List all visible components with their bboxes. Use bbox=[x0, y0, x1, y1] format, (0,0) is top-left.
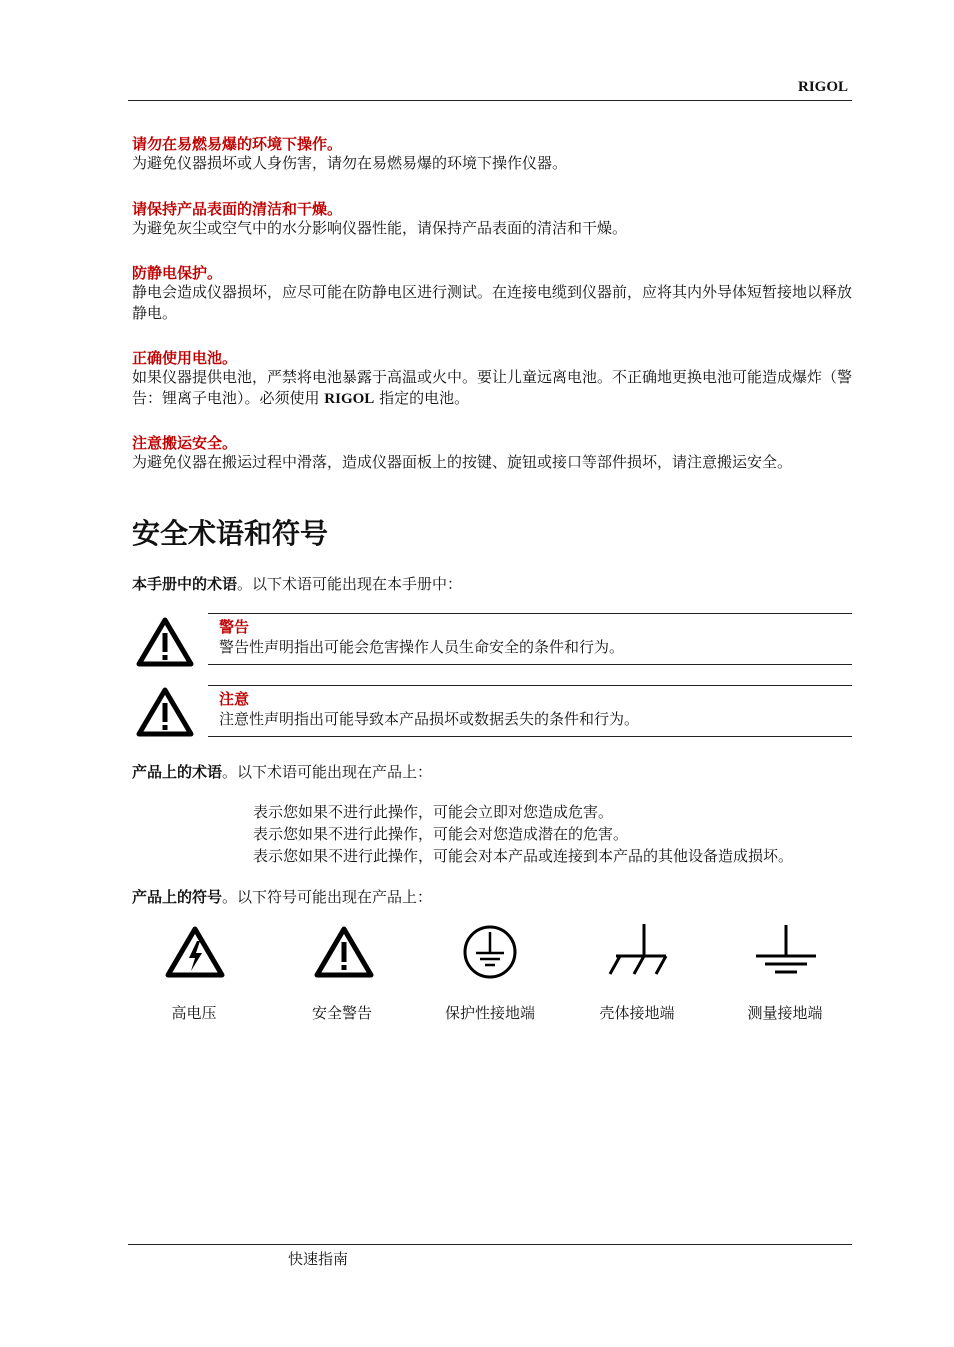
section-heading-flammable: 请勿在易燃易爆的环境下操作。 bbox=[132, 135, 343, 153]
section-heading-clean-dry: 请保持产品表面的清洁和干燥。 bbox=[132, 200, 343, 218]
warning-label: 警告 bbox=[219, 618, 250, 636]
symbol-label-safety-warning: 安全警告 bbox=[311, 1004, 372, 1022]
high-voltage-icon bbox=[165, 926, 225, 978]
section-body-esd: 静电会造成仪器损坏，应尽可能在防静电区进行测试。在连接电缆到仪器前，应将其内外导体短暂接地以释放静电。 bbox=[132, 283, 853, 322]
protective-earth-icon bbox=[461, 923, 519, 981]
warning-triangle-icon bbox=[136, 617, 194, 667]
section-heading-battery: 正确使用电池。 bbox=[132, 349, 238, 367]
footer-text: 快速指南 bbox=[288, 1250, 349, 1268]
warning-top-rule bbox=[208, 613, 852, 614]
product-term-line-3: 表示您如果不进行此操作，可能会对本产品或连接到本产品的其他设备造成损坏。 bbox=[253, 847, 794, 865]
symbol-label-measurement-ground: 测量接地端 bbox=[747, 1004, 823, 1022]
caution-bottom-rule bbox=[208, 736, 852, 737]
header-rule bbox=[128, 100, 852, 101]
warning-bottom-rule bbox=[208, 664, 852, 665]
caution-label: 注意 bbox=[219, 690, 250, 708]
section-body-battery: 如果仪器提供电池，严禁将电池暴露于高温或火中。要让儿童远离电池。不正确地更换电池可能造成爆炸（警告：锂离子电池）。必须使用 RIGOL 指定的电池。 bbox=[132, 368, 853, 407]
product-term-line-1: 表示您如果不进行此操作，可能会立即对您造成危害。 bbox=[253, 803, 614, 821]
symbol-label-high-voltage: 高电压 bbox=[171, 1004, 217, 1022]
section-heading-esd: 防静电保护。 bbox=[132, 264, 223, 282]
caution-top-rule bbox=[208, 685, 852, 686]
brand-inline: RIGOL bbox=[324, 391, 375, 407]
manual-terms-lead: 本手册中的术语。以下术语可能出现在本手册中： bbox=[132, 575, 463, 593]
symbol-label-chassis-ground: 壳体接地端 bbox=[599, 1004, 675, 1022]
section-body-flammable: 为避免仪器损坏或人身伤害，请勿在易燃易爆的环境下操作仪器。 bbox=[132, 154, 568, 172]
footer-rule bbox=[128, 1244, 852, 1245]
section-body-transport: 为避免仪器在搬运过程中滑落，造成仪器面板上的按键、旋钮或接口等部件损坏，请注意搬运安全。 bbox=[132, 453, 793, 471]
page-title: 安全术语和符号 bbox=[132, 517, 329, 550]
symbol-label-protective-earth: 保护性接地端 bbox=[444, 1004, 535, 1022]
section-heading-transport: 注意搬运安全。 bbox=[132, 434, 238, 452]
warning-text: 警告性声明指出可能会危害操作人员生命安全的条件和行为。 bbox=[219, 638, 625, 656]
caution-triangle-icon bbox=[136, 687, 194, 737]
product-symbols-lead: 产品上的符号。以下符号可能出现在产品上： bbox=[132, 888, 433, 906]
chassis-ground-icon bbox=[606, 922, 670, 978]
product-term-line-2: 表示您如果不进行此操作，可能会对您造成潜在的危害。 bbox=[253, 825, 629, 843]
safety-warning-icon bbox=[314, 926, 374, 978]
brand-name: RIGOL bbox=[797, 79, 848, 95]
section-body-clean-dry: 为避免灰尘或空气中的水分影响仪器性能，请保持产品表面的清洁和干燥。 bbox=[132, 219, 628, 237]
measurement-ground-icon bbox=[753, 923, 819, 975]
product-terms-lead: 产品上的术语。以下术语可能出现在产品上： bbox=[132, 763, 433, 781]
caution-text: 注意性声明指出可能导致本产品损坏或数据丢失的条件和行为。 bbox=[219, 710, 640, 728]
